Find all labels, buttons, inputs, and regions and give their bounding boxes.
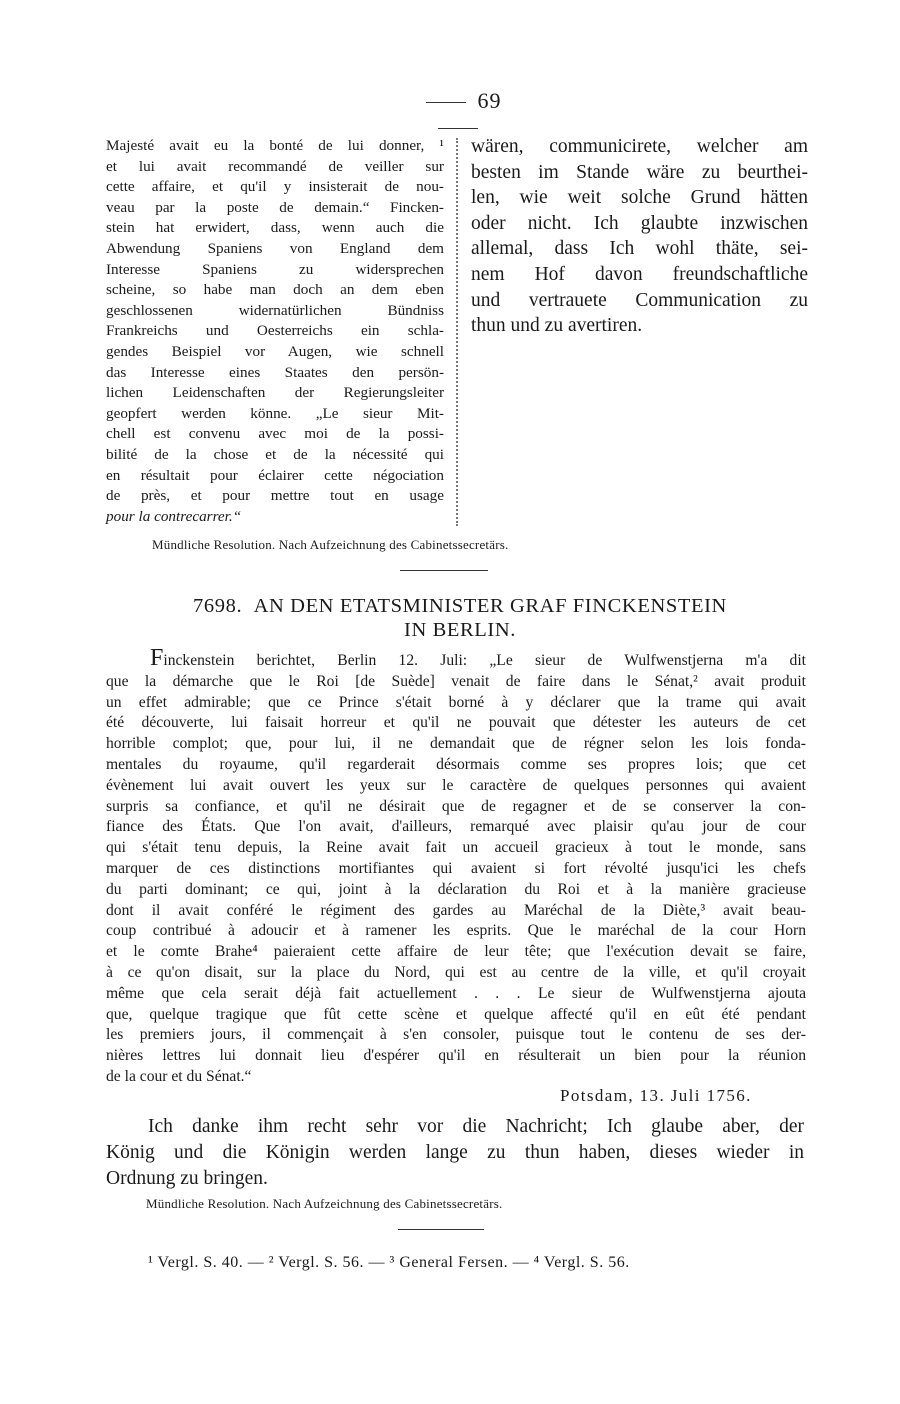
right-line: allemal, dass Ich wohl thäte, sei- <box>471 238 808 260</box>
left-line: das Interesse eines Staates den persön- <box>106 363 444 381</box>
report-line: les premiers jours, il commençait à s'en consoler, puisque tout le contenu de ses der- <box>106 1026 806 1044</box>
column-divider <box>456 138 458 526</box>
left-line: de près, et pour mettre tout en usage <box>106 487 444 505</box>
right-line: wären, communicirete, welcher am <box>471 136 808 157</box>
section-rule <box>400 570 488 571</box>
report-line: un effet admirable; que ce Prince s'était borné à y déclarer que la trame qui avait <box>106 693 806 711</box>
document-heading <box>140 594 780 642</box>
left-column-text <box>106 136 444 527</box>
report-line: surpris sa confiance, et qu'il ne désirait que de regagner et de se conserver la con- <box>106 797 806 815</box>
dateline: Potsdam, 13. Juli 1756. <box>560 1086 752 1105</box>
report-line: nières lettres lui donnait lieu d'espérer qu'il en résulterait un bien pour la réunion <box>106 1047 806 1065</box>
page-number-text: 69 <box>477 88 502 113</box>
left-line: scheine, so habe man doch an dem eben <box>106 281 444 299</box>
report-line: qui s'était tenu depuis, la Reine avait fait un accueil gracieux à tout le monde, sans <box>106 839 806 857</box>
left-line: Abwendung Spaniens von England dem <box>106 239 444 257</box>
report-line: même que cela serait déjà fait actuellement . . . Le sieur de Wulfwenstjerna ajouta <box>106 984 806 1002</box>
left-line: Majesté avait eu la bonté de lui donner, ¹ <box>106 137 444 154</box>
left-line: stein hat erwidert, dass, wenn auch die <box>106 219 444 237</box>
report-line: coup contribué à adoucir et à ramener les esprits. Que le maréchal de la cour Horn <box>106 922 806 940</box>
report-line: fiance des États. Que l'on avait, d'ailleurs, remarqué avec plaisir qu'au jour de cour <box>106 818 806 836</box>
report-line: dont il avait conféré le régiment des gardes au Maréchal de la Diète,³ avait beau- <box>106 901 806 919</box>
right-column-text <box>471 134 808 339</box>
report-line: marquer de ces distinctions mortifiantes qui avaient si fort révolté jusqu'ici les chefs <box>106 859 806 877</box>
left-line: Frankreichs und Oesterreichs ein schla- <box>106 322 444 340</box>
report-line: que la démarche que le Roi [de Suède] venait de faire dans le Sénat,² avait produit <box>106 672 806 690</box>
report-line: à ce qu'on disait, sur la place du Nord, qui est au centre de la ville, et qu'il croyait <box>106 963 806 981</box>
report-line: inckenstein berichtet, Berlin 12. Juli: „Le sieur de Wulfwenstjerna m'a dit <box>163 652 806 669</box>
report-line: et le comte Brahe⁴ paieraient cette affaire de leur tête; que l'exécution devait se faire, <box>106 943 806 961</box>
reply-line: König und die Königin werden lange zu thun haben, dieses wieder in <box>106 1142 804 1163</box>
left-line: en résultait pour éclairer cette négociation <box>106 466 444 484</box>
page-number-dash-left <box>426 102 466 103</box>
left-line: Interesse Spaniens zu widersprechen <box>106 260 444 278</box>
left-line: geopfert werden könne. „Le sieur Mit- <box>106 404 444 422</box>
page-number <box>385 88 530 140</box>
reply-line: Ich danke ihm recht sehr vor die Nachricht; Ich glaube aber, der <box>148 1116 804 1137</box>
report-line: de la cour et du Sénat.“ <box>106 1067 252 1085</box>
report-line: du parti dominant; ce qui, joint à la déclaration du Roi et à la manière gracieuse <box>106 880 806 898</box>
source-note: Mündliche Resolution. Nach Aufzeichnung des Cabinetssecretärs. <box>152 537 509 552</box>
left-line: pour la contrecarrer.“ <box>106 507 242 525</box>
left-line: cette affaire, et qu'il y insisterait de nou- <box>106 178 444 196</box>
report-line: mentales du royaume, qu'il regarderait désormais comme ses propres lois; que cet <box>106 755 806 773</box>
document-number: 7698. <box>193 595 243 617</box>
report-text <box>106 645 806 1088</box>
report-line: été découverte, lui faisait horreur et qu'il ne pouvait que détester les auteurs de cet <box>106 714 806 732</box>
right-line: thun und zu avertiren. <box>471 315 643 337</box>
page-number-dash-right <box>438 128 478 129</box>
heading-line-2: IN BERLIN. <box>404 619 516 641</box>
reply-line: Ordnung zu bringen. <box>106 1168 268 1189</box>
report-line: évènement lui avait ouvert les yeux sur le caractère de quelques personnes qui avaient <box>106 776 806 794</box>
footnote-rule <box>398 1229 484 1230</box>
right-line: len, wie weit solche Grund hätten <box>471 187 808 209</box>
reply-text <box>106 1114 804 1192</box>
left-line: geschlossenen widernatürlichen Bündniss <box>106 301 444 319</box>
drop-cap: F <box>150 645 164 671</box>
report-line: horrible complot; que, pour lui, il ne demandait que de régner selon les lois fonda- <box>106 735 806 753</box>
right-line: nem Hof davon freundschaftliche <box>471 263 808 285</box>
footnotes: ¹ Vergl. S. 40. — ² Vergl. S. 56. — ³ General Fersen. — ⁴ Vergl. S. 56. <box>148 1254 630 1271</box>
left-line: et lui avait recommandé de veiller sur <box>106 157 444 175</box>
right-line: besten im Stande wäre zu beurthei- <box>471 161 808 183</box>
report-line: que, quelque tragique que fût cette scène et quelque affecté qu'il en eût été pendant <box>106 1005 806 1023</box>
right-line: oder nicht. Ich glaubte inzwischen <box>471 212 808 234</box>
right-line: und vertrauete Communication zu <box>471 289 808 311</box>
left-line: veau par la poste de demain.“ Fincken- <box>106 198 444 216</box>
heading-line-1: AN DEN ETATSMINISTER GRAF FINCKENSTEIN <box>253 595 727 617</box>
left-line: lichen Leidenschaften der Regierungsleiter <box>106 384 444 402</box>
left-line: chell est convenu avec moi de la possi- <box>106 425 444 443</box>
left-line: gendes Beispiel vor Augen, wie schnell <box>106 342 444 360</box>
source-note: Mündliche Resolution. Nach Aufzeichnung des Cabinetssecretärs. <box>146 1196 503 1211</box>
left-line: bilité de la chose et de la nécessité qui <box>106 445 444 463</box>
